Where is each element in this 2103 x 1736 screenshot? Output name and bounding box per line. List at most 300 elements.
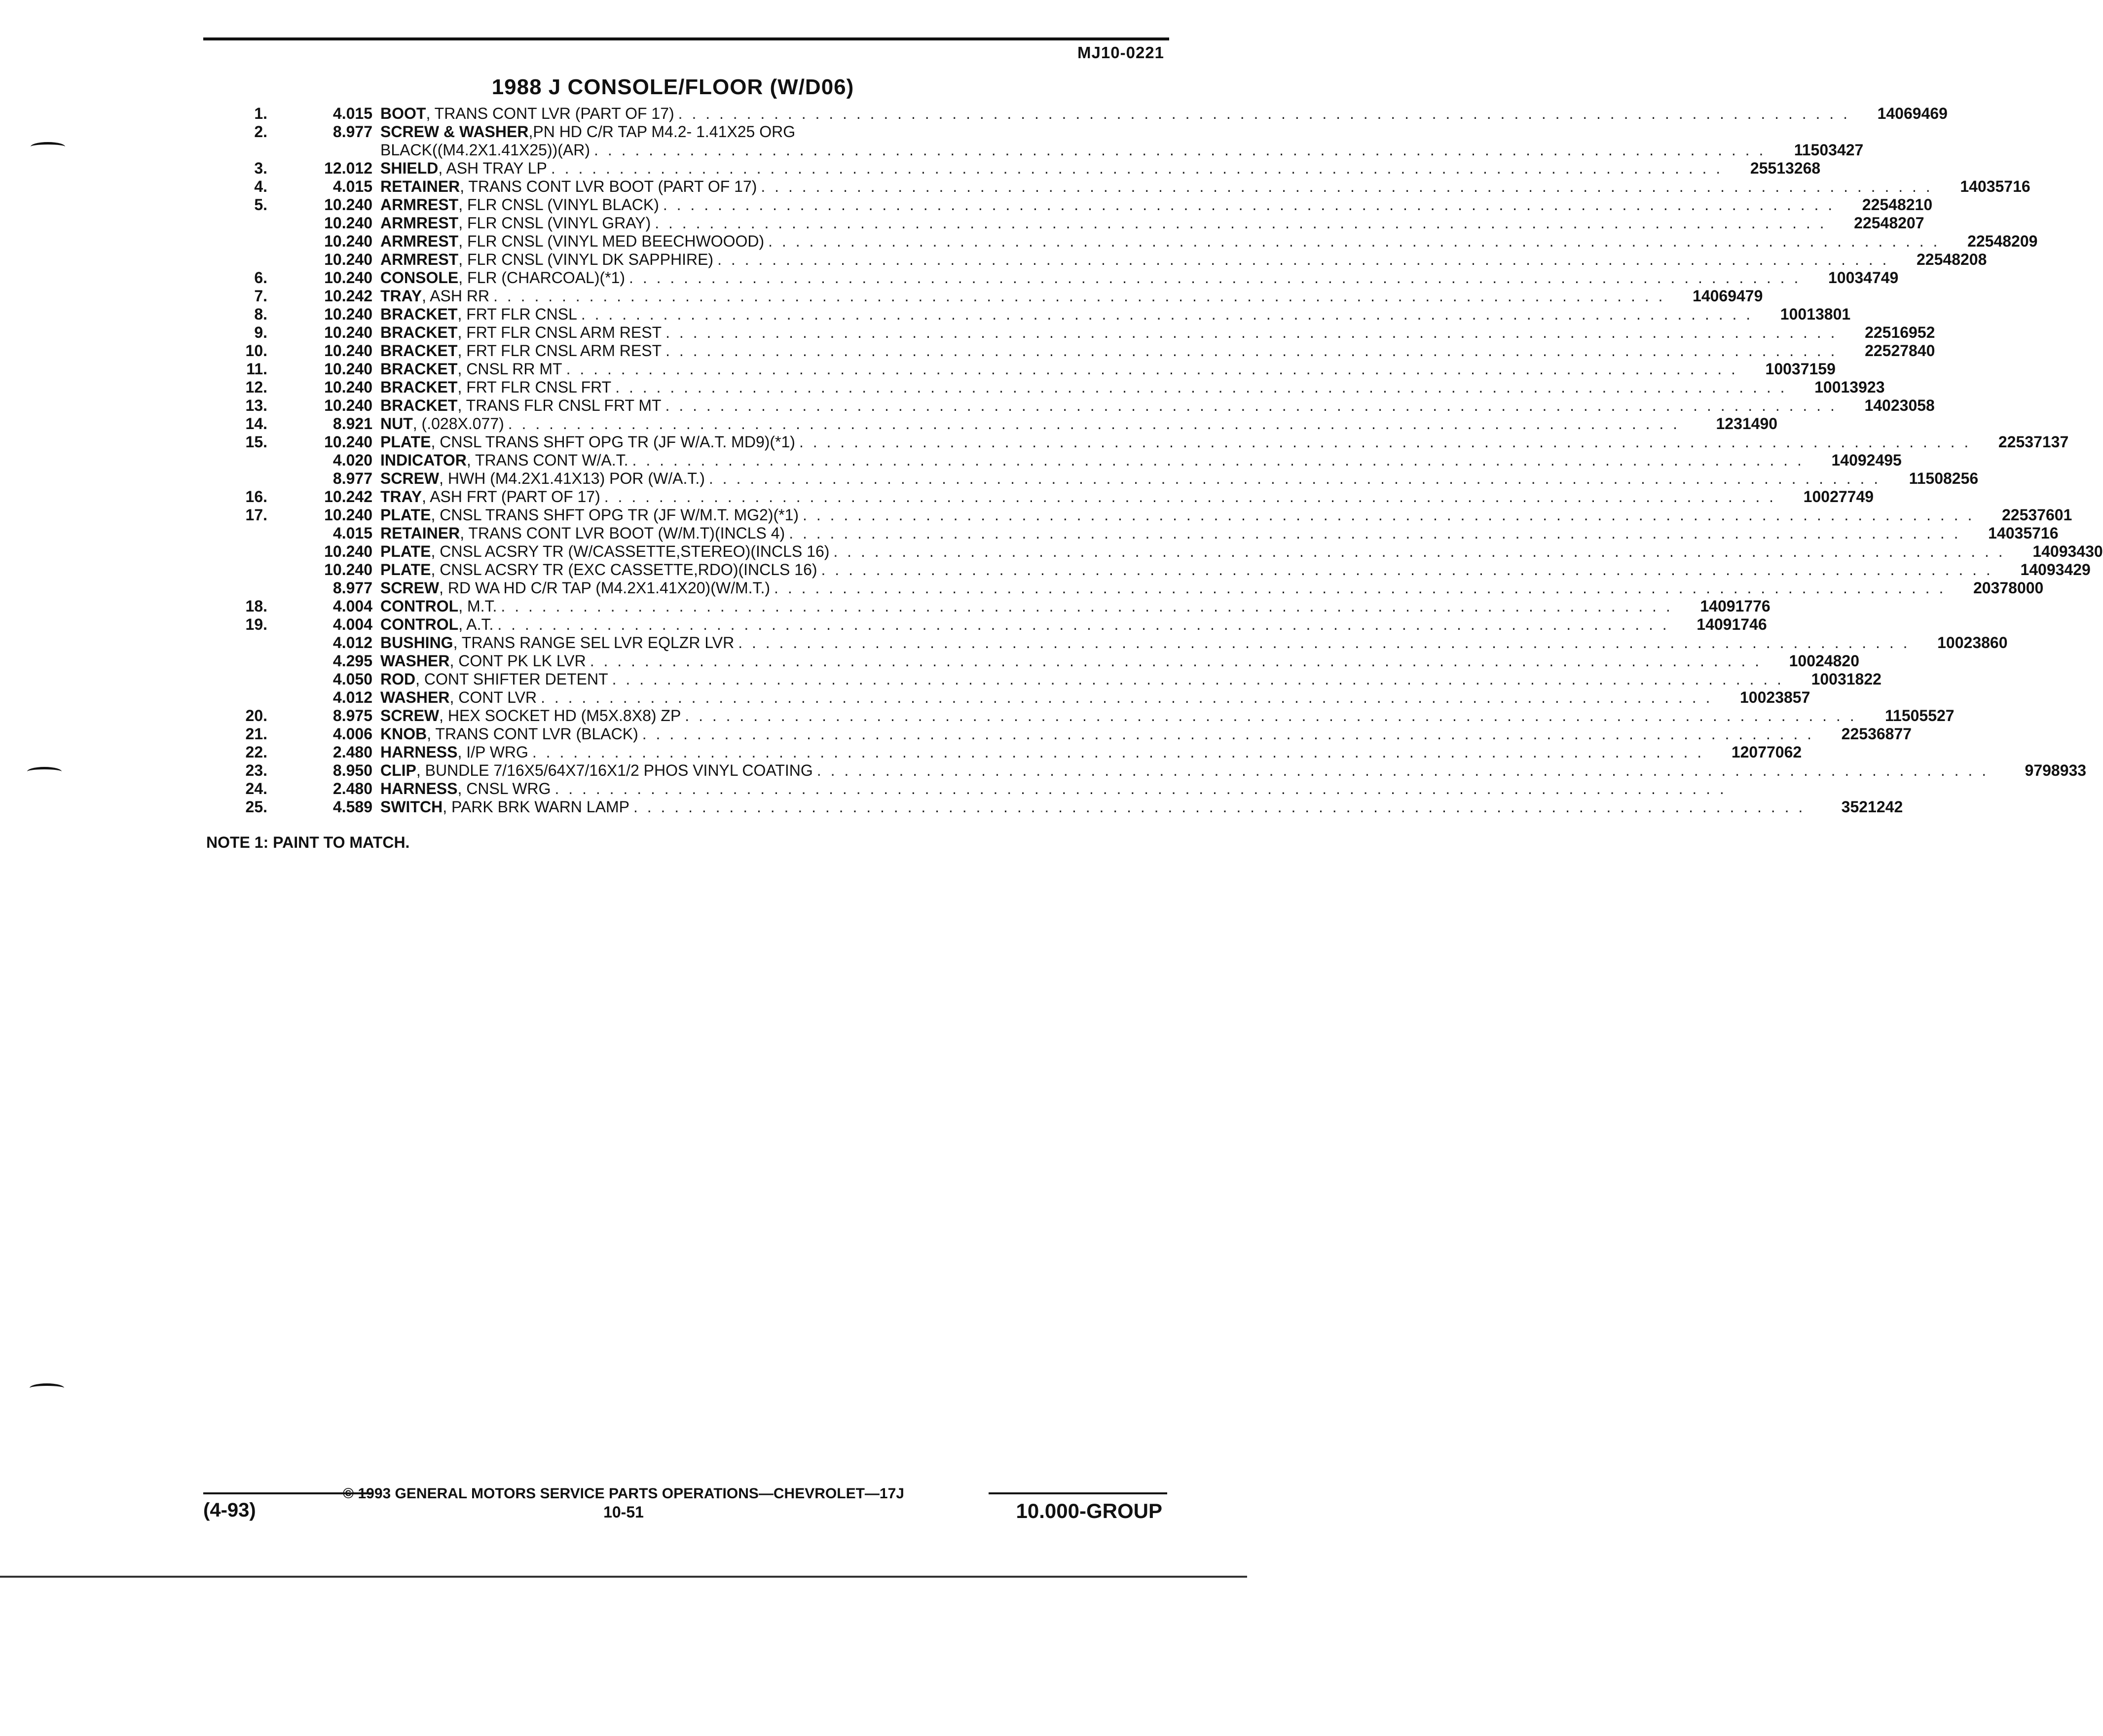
part-detail: , FLR CNSL (VINYL BLACK) [458,196,659,214]
group-number: 4.295 [332,652,372,670]
part-row [207,743,1802,761]
part-description [372,542,2103,561]
part-name: CONTROL [380,615,459,633]
leader-dots: . . . . . . . . . . . . . . . . . . . . . . . . . . . . . . . . . . . . . . . . . . . . . . . . . . . . . . . . . . . . . . . . . . . . . . . . . . . . . . . . . . . . . . [632,451,1804,469]
part-description [372,378,1885,397]
part-name: SCREW [380,707,440,724]
part-row [207,670,1882,688]
part-row [207,232,2038,251]
part-row [207,360,1836,378]
part-row [207,178,2030,196]
part-name: HARNESS [380,743,458,761]
part-description [372,579,2044,597]
part-name: KNOB [380,725,427,743]
part-description [372,251,1987,269]
item-number: 8. [254,305,267,323]
leader-dots: . . . . . . . . . . . . . . . . . . . . . . . . . . . . . . . . . . . . . . . . . . . . . . . . . . . . . . . . . . . . . . . . . . . . . . . . . . . . . . . . . . . . . . [655,214,1827,232]
part-number: 22527840 [1865,342,1935,360]
group-number: 10.240 [324,324,372,341]
part-name: RETAINER [380,178,460,195]
part-name: BRACKET [380,305,458,323]
part-name: PLATE [380,561,431,579]
part-row [207,579,2044,597]
part-detail: , FLR (CHARCOAL)(*1) [458,269,626,287]
part-detail: , TRANS CONT LVR (PART OF 17) [426,105,674,122]
item-number: 7. [254,287,267,305]
group-number: 10.240 [324,561,372,579]
leader-dots: . . . . . . . . . . . . . . . . . . . . . . . . . . . . . . . . . . . . . . . . . . . . . . . . . . . . . . . . . . . . . . . . . . . . . . . . . . . . . . . . . . . . . . [833,542,2005,560]
item-number: 23. [245,761,267,779]
part-detail: , CNSL WRG [457,780,551,797]
group-number: 4.006 [332,725,372,743]
part-number: 10037159 [1765,360,1836,378]
leader-dots: . . . . . . . . . . . . . . . . . . . . . . . . . . . . . . . . . . . . . . . . . . . . . . . . . . . . . . . . . . . . . . . . . . . . . . . . . . . . . . . . . . . . . . [566,360,1738,378]
part-number: 22536877 [1841,725,1912,743]
part-number: 22548209 [1967,232,2038,250]
part-detail: , HEX SOCKET HD (M5X.8X8) ZP [439,707,681,724]
group-number: 8.975 [332,707,372,724]
group-number: 4.015 [332,178,372,195]
document-id: MJ10-0221 [1077,43,1164,62]
group-number: 8.950 [332,761,372,779]
part-row [207,634,2008,652]
part-description [372,506,2072,524]
leader-dots: . . . . . . . . . . . . . . . . . . . . . . . . . . . . . . . . . . . . . . . . . . . . . . . . . . . . . . . . . . . . . . . . . . . . . . . . . . . . . . . . . . . . . . [774,579,1946,597]
item-number: 10. [245,342,267,360]
part-row [207,305,1851,324]
part-row [207,159,1821,178]
part-number: 14093430 [2032,542,2103,560]
leader-dots: . . . . . . . . . . . . . . . . . . . . . . . . . . . . . . . . . . . . . . . . . . . . . . . . . . . . . . . . . . . . . . . . . . . . . . . . . . . . . . . . . . . . . . [551,159,1723,177]
part-description [372,688,1810,707]
part-name: INDICATOR [380,451,467,469]
part-detail: , TRANS FLR CNSL FRT MT [457,397,662,414]
part-description [372,615,1767,634]
group-number: 10.240 [324,360,372,378]
leader-dots: . . . . . . . . . . . . . . . . . . . . . . . . . . . . . . . . . . . . . . . . . . . . . . . . . . . . . . . . . . . . . . . . . . . . . . . . . . . . . . . . . . . . . . [816,761,1989,779]
part-row [207,707,1955,725]
leader-dots: . . . . . . . . . . . . . . . . . . . . . . . . . . . . . . . . . . . . . . . . . . . . . . . . . . . . . . . . . . . . . . . . . . . . . . . . . . . . . . . . . . . . . . [685,707,1857,724]
part-number: 22537137 [1998,433,2069,451]
part-description [372,451,1902,470]
part-description [372,305,1851,324]
part-detail: , FRT FLR CNSL ARM REST [457,342,662,360]
item-number: 6. [254,269,267,287]
part-detail: ,PN HD C/R TAP M4.2- 1.41X25 ORG [528,123,796,141]
group-number: 4.012 [332,688,372,706]
part-number: 22516952 [1865,324,1935,341]
part-detail: , M.T. [458,597,497,615]
part-row [207,105,1948,123]
group-number: 4.589 [332,798,372,816]
part-detail: , FRT FLR CNSL FRT [457,378,612,396]
page-number: 10-51 [603,1503,644,1521]
item-number: 12. [245,378,267,396]
group-number: 8.921 [332,415,372,433]
part-detail: , TRANS CONT W/A.T. [466,451,628,469]
item-number: 18. [245,597,267,615]
part-description [372,214,1924,232]
part-name: NUT [380,415,413,433]
item-number: 3. [254,159,267,177]
part-number: 11503427 [1794,141,1864,159]
leader-dots: . . . . . . . . . . . . . . . . . . . . . . . . . . . . . . . . . . . . . . . . . . . . . . . . . . . . . . . . . . . . . . . . . . . . . . . . . . . . . . . . . . . . . . [497,615,1669,633]
part-description [372,707,1955,725]
item-number: 20. [245,707,267,724]
leader-dots: . . . . . . . . . . . . . . . . . . . . . . . . . . . . . . . . . . . . . . . . . . . . . . . . . . . . . . . . . . . . . . . . . . . . . . . . . . . . . . . . . . . . . . [604,488,1776,506]
leader-dots: . . . . . . . . . . . . . . . . . . . . . . . . . . . . . . . . . . . . . . . . . . . . . . . . . . . . . . . . . . . . . . . . . . . . . . . . . . . . . . . . . . . . . . [615,378,1787,396]
item-number: 24. [245,780,267,797]
part-name: TRAY [380,488,422,506]
group-number: 10.240 [324,232,372,250]
part-number: 22537601 [2001,506,2072,524]
part-row [207,269,1899,287]
leader-dots: . . . . . . . . . . . . . . . . . . . . . . . . . . . . . . . . . . . . . . . . . . . . . . . . . . . . . . . . . . . . . . . . . . . . . . . . . . . . . . . . . . . . . . [590,652,1762,670]
item-number: 16. [245,488,267,506]
group-number: 4.015 [332,524,372,542]
part-detail: , CONT SHIFTER DETENT [415,670,608,688]
part-description [372,561,2091,579]
leader-dots: . . . . . . . . . . . . . . . . . . . . . . . . . . . . . . . . . . . . . . . . . . . . . . . . . . . . . . . . . . . . . . . . . . . . . . . . . . . . . . . . . . . . . . [532,743,1704,761]
part-detail: , RD WA HD C/R TAP (M4.2X1.41X20)(W/M.T.) [439,579,771,597]
part-description [372,105,1948,123]
part-detail: , CNSL ACSRY TR (W/CASSETTE,STEREO)(INCLS 16) [431,542,830,560]
item-number: 22. [245,743,267,761]
part-number: 10034749 [1828,269,1899,287]
part-detail: , (.028X.077) [412,415,504,433]
part-number: 22548207 [1854,214,1924,232]
part-description [372,743,1802,761]
part-description [372,159,1821,178]
leader-dots: . . . . . . . . . . . . . . . . . . . . . . . . . . . . . . . . . . . . . . . . . . . . . . . . . . . . . . . . . . . . . . . . . . . . . . . . . . . . . . . . . . . . . . [581,305,1753,323]
part-number: 10023857 [1740,688,1810,706]
part-number: 14035716 [1988,524,2059,542]
part-description [372,597,1771,615]
leader-dots: . . . . . . . . . . . . . . . . . . . . . . . . . . . . . . . . . . . . . . . . . . . . . . . . . . . . . . . . . . . . . . . . . . . . . . . . . . . . . . . . . . . . . . [642,725,1814,743]
leader-dots: . . . . . . . . . . . . . . . . . . . . . . . . . . . . . . . . . . . . . . . . . . . . . . . . . . . . . . . . . . . . . . . . . . . . . . . . . . . . . . . . . . . . . . [803,506,1975,524]
part-row [207,542,2103,561]
group-number: 10.240 [324,378,372,396]
part-description [372,652,1859,670]
binder-mark-top [31,142,65,151]
part-detail: , ASH RR [422,287,490,305]
item-number: 19. [245,615,267,633]
group-number: 8.977 [332,470,372,487]
part-row [207,324,1935,342]
part-description [372,725,1912,743]
parts-list [207,105,2103,816]
revision-date: (4-93) [203,1499,256,1521]
part-description [372,433,2069,451]
part-name: WASHER [380,688,450,706]
part-row [207,688,1810,707]
part-name: SHIELD [380,159,439,177]
part-detail: , I/P WRG [457,743,528,761]
part-number: 14069469 [1877,105,1948,122]
part-row [207,397,1935,415]
part-row [207,287,1763,305]
group-number: 10.242 [324,287,372,305]
part-row [207,780,1727,798]
part-number: 3521242 [1841,798,1903,816]
group-number: 4.020 [332,451,372,469]
group-number: 2.480 [332,780,372,797]
part-name: RETAINER [380,524,460,542]
leader-dots: . . . . . . . . . . . . . . . . . . . . . . . . . . . . . . . . . . . . . . . . . . . . . . . . . . . . . . . . . . . . . . . . . . . . . . . . . . . . . . . . . . . . . . [612,670,1784,688]
item-number: 17. [245,506,267,524]
item-number: 11. [246,360,267,378]
part-detail: , TRANS CONT LVR BOOT (PART OF 17) [460,178,757,195]
part-detail: , A.T. [458,615,494,633]
part-description [372,123,1864,159]
part-name: BRACKET [380,360,458,378]
part-description [372,524,2059,542]
leader-dots: . . . . . . . . . . . . . . . . . . . . . . . . . . . . . . . . . . . . . . . . . . . . . . . . . . . . . . . . . . . . . . . . . . . . . . . . . . . . . . . . . . . . . . [594,141,1766,159]
part-number: 14023058 [1864,397,1935,414]
part-number: 10013923 [1814,378,1885,396]
group-number: 10.240 [324,397,372,414]
part-number: 14069479 [1693,287,1763,305]
part-number: 14093429 [2020,561,2091,579]
part-description [372,360,1836,378]
page-title: 1988 J CONSOLE/FLOOR (W/D06) [491,75,854,99]
item-number: 14. [245,415,267,433]
part-name: TRAY [380,287,422,305]
part-row [207,123,1864,159]
part-number: 1231490 [1716,415,1778,433]
group-number: 12.012 [324,159,372,177]
leader-dots: . . . . . . . . . . . . . . . . . . . . . . . . . . . . . . . . . . . . . . . . . . . . . . . . . . . . . . . . . . . . . . . . . . . . . . . . . . . . . . . . . . . . . . [665,342,1838,360]
part-number: 9798933 [2025,761,2087,779]
part-name: ARMREST [380,214,459,232]
part-name: ARMREST [380,196,459,214]
leader-dots: . . . . . . . . . . . . . . . . . . . . . . . . . . . . . . . . . . . . . . . . . . . . . . . . . . . . . . . . . . . . . . . . . . . . . . . . . . . . . . . . . . . . . . [738,634,1910,651]
part-detail: , CNSL ACSRY TR (EXC CASSETTE,RDO)(INCLS 16) [431,561,817,579]
part-number: 22548208 [1917,251,1987,268]
part-name: ARMREST [380,251,459,268]
part-detail: , FLR CNSL (VINYL MED BEECHWOOOD) [458,232,765,250]
part-row [207,652,1859,670]
note: NOTE 1: PAINT TO MATCH. [206,833,410,851]
group-number: 10.240 [324,251,372,268]
group-number: 10.240 [324,342,372,360]
part-description [372,342,1935,360]
leader-dots: . . . . . . . . . . . . . . . . . . . . . . . . . . . . . . . . . . . . . . . . . . . . . . . . . . . . . . . . . . . . . . . . . . . . . . . . . . . . . . . . . . . . . . [501,597,1673,615]
group-number: 4.004 [332,597,372,615]
part-row [207,798,1903,816]
item-number: 2. [254,123,267,141]
part-description [372,232,2038,251]
leader-dots: . . . . . . . . . . . . . . . . . . . . . . . . . . . . . . . . . . . . . . . . . . . . . . . . . . . . . . . . . . . . . . . . . . . . . . . . . . . . . . . . . . . . . . [508,415,1680,433]
part-row [207,214,1924,232]
part-row [207,378,1885,397]
part-description [372,178,2030,196]
group-number: 4.015 [332,105,372,122]
part-detail: , CNSL TRANS SHFT OPG TR (JF W/A.T. MD9)(*1) [431,433,795,451]
part-row [207,488,1874,506]
leader-dots: . . . . . . . . . . . . . . . . . . . . . . . . . . . . . . . . . . . . . . . . . . . . . . . . . . . . . . . . . . . . . . . . . . . . . . . . . . . . . . . . . . . . . . [799,433,1971,451]
leader-dots: . . . . . . . . . . . . . . . . . . . . . . . . . . . . . . . . . . . . . . . . . . . . . . . . . . . . . . . . . . . . . . . . . . . . . . . . . . . . . . . . . . . . . . [789,524,1961,542]
part-number: 20378000 [1973,579,2044,597]
part-detail: , PARK BRK WARN LAMP [443,798,629,816]
item-number: 1. [254,105,267,122]
part-detail: , BUNDLE 7/16X5/64X7/16X1/2 PHOS VINYL COATING [416,761,813,779]
part-number: 14092495 [1831,451,1902,469]
part-row [207,761,2087,780]
part-description [372,470,1979,488]
group-number: 10.240 [324,542,372,560]
group-number: 8.977 [332,123,372,141]
top-rule [203,37,1169,40]
part-number: 11505527 [1884,707,1955,724]
leader-dots: . . . . . . . . . . . . . . . . . . . . . . . . . . . . . . . . . . . . . . . . . . . . . . . . . . . . . . . . . . . . . . . . . . . . . . . . . . . . . . . . . . . . . . [761,178,1933,195]
group-number: 10.240 [324,269,372,287]
part-name: SCREW [380,579,440,597]
part-number: 11508256 [1909,470,1979,487]
part-row [207,251,1987,269]
part-name: SCREW [380,470,440,487]
item-number: 21. [245,725,267,743]
part-description [372,670,1882,688]
part-name: CONTROL [380,597,459,615]
part-name: CLIP [380,761,416,779]
part-name: BRACKET [380,397,458,414]
part-description [372,780,1727,798]
part-detail: , ASH TRAY LP [438,159,547,177]
part-description [372,397,1935,415]
part-detail-continued: BLACK((M4.2X1.41X25))(AR) [380,141,590,159]
part-detail: , ASH FRT (PART OF 17) [422,488,600,506]
part-row [207,561,2091,579]
group-label: 10.000-GROUP [1016,1499,1162,1522]
item-number: 4. [254,178,267,195]
group-number: 4.004 [332,615,372,633]
part-detail: , CNSL RR MT [457,360,562,378]
part-row [207,470,1979,488]
part-name: PLATE [380,506,431,524]
group-number: 2.480 [332,743,372,761]
part-detail: , CONT LVR [449,688,537,706]
part-name: HARNESS [380,780,458,797]
group-number: 10.242 [324,488,372,506]
part-description [372,196,1933,214]
part-detail: , TRANS CONT LVR (BLACK) [427,725,638,743]
part-number: 12077062 [1731,743,1802,761]
part-number: 10023860 [1937,634,2008,651]
part-number: 10024820 [1789,652,1859,670]
group-number: 8.977 [332,579,372,597]
binder-mark-middle [27,767,62,776]
group-number: 10.240 [324,214,372,232]
part-row [207,451,1902,470]
part-description [372,488,1874,506]
copyright-line: © 1993 GENERAL MOTORS SERVICE PARTS OPERATIONS—CHEVROLET—17J [343,1485,904,1502]
part-description [372,287,1763,305]
item-number: 9. [254,324,267,341]
part-name: SWITCH [380,798,443,816]
binder-mark-bottom [30,1383,64,1393]
part-name: BUSHING [380,634,453,651]
part-name: BRACKET [380,378,458,396]
leader-dots: . . . . . . . . . . . . . . . . . . . . . . . . . . . . . . . . . . . . . . . . . . . . . . . . . . . . . . . . . . . . . . . . . . . . . . . . . . . . . . . . . . . . . . [554,780,1727,797]
part-number: 10013801 [1780,305,1851,323]
part-detail: , FRT FLR CNSL [457,305,577,323]
part-row [207,415,1778,433]
part-detail: , FLR CNSL (VINYL GRAY) [458,214,651,232]
part-detail: , TRANS RANGE SEL LVR EQLZR LVR [453,634,735,651]
leader-dots: . . . . . . . . . . . . . . . . . . . . . . . . . . . . . . . . . . . . . . . . . . . . . . . . . . . . . . . . . . . . . . . . . . . . . . . . . . . . . . . . . . . . . . [717,251,1889,268]
part-name: CONSOLE [380,269,459,287]
part-detail: , FRT FLR CNSL ARM REST [457,324,662,341]
part-row [207,342,1935,360]
item-number: 15. [245,433,267,451]
part-name: WASHER [380,652,450,670]
part-name: PLATE [380,542,431,560]
part-row [207,524,2059,542]
group-number: 4.050 [332,670,372,688]
leader-dots: . . . . . . . . . . . . . . . . . . . . . . . . . . . . . . . . . . . . . . . . . . . . . . . . . . . . . . . . . . . . . . . . . . . . . . . . . . . . . . . . . . . . . . [493,287,1665,305]
part-number: 22548210 [1862,196,1933,214]
part-description [372,269,1899,287]
item-number: 5. [254,196,267,214]
item-number: 25. [245,798,267,816]
part-name: PLATE [380,433,431,451]
part-detail: , HWH (M4.2X1.41X13) POR (W/A.T.) [439,470,705,487]
part-number: 25513268 [1750,159,1821,177]
part-detail: , CONT PK LK LVR [449,652,586,670]
leader-dots: . . . . . . . . . . . . . . . . . . . . . . . . . . . . . . . . . . . . . . . . . . . . . . . . . . . . . . . . . . . . . . . . . . . . . . . . . . . . . . . . . . . . . . [629,269,1801,287]
group-number: 4.012 [332,634,372,651]
leader-dots: . . . . . . . . . . . . . . . . . . . . . . . . . . . . . . . . . . . . . . . . . . . . . . . . . . . . . . . . . . . . . . . . . . . . . . . . . . . . . . . . . . . . . . [633,798,1806,816]
part-name: BRACKET [380,342,458,360]
group-number: 10.240 [324,305,372,323]
part-detail: , TRANS CONT LVR BOOT (W/M.T)(INCLS 4) [460,524,785,542]
part-number: 10027749 [1803,488,1874,506]
part-row [207,615,1767,634]
part-row [207,506,2072,524]
part-row [207,597,1771,615]
leader-dots: . . . . . . . . . . . . . . . . . . . . . . . . . . . . . . . . . . . . . . . . . . . . . . . . . . . . . . . . . . . . . . . . . . . . . . . . . . . . . . . . . . . . . . [708,470,1881,487]
part-description [372,324,1935,342]
part-row [207,196,1933,214]
leader-dots: . . . . . . . . . . . . . . . . . . . . . . . . . . . . . . . . . . . . . . . . . . . . . . . . . . . . . . . . . . . . . . . . . . . . . . . . . . . . . . . . . . . . . . [663,196,1835,214]
part-name: ROD [380,670,416,688]
part-number: 10031822 [1811,670,1882,688]
part-row [207,725,1912,743]
leader-dots: . . . . . . . . . . . . . . . . . . . . . . . . . . . . . . . . . . . . . . . . . . . . . . . . . . . . . . . . . . . . . . . . . . . . . . . . . . . . . . . . . . . . . . [678,105,1850,122]
leader-dots: . . . . . . . . . . . . . . . . . . . . . . . . . . . . . . . . . . . . . . . . . . . . . . . . . . . . . . . . . . . . . . . . . . . . . . . . . . . . . . . . . . . . . . [665,397,1837,414]
part-number: 14035716 [1960,178,2030,195]
part-number: 14091746 [1697,615,1767,633]
leader-dots: . . . . . . . . . . . . . . . . . . . . . . . . . . . . . . . . . . . . . . . . . . . . . . . . . . . . . . . . . . . . . . . . . . . . . . . . . . . . . . . . . . . . . . [821,561,1993,579]
part-name: BOOT [380,105,426,122]
leader-dots: . . . . . . . . . . . . . . . . . . . . . . . . . . . . . . . . . . . . . . . . . . . . . . . . . . . . . . . . . . . . . . . . . . . . . . . . . . . . . . . . . . . . . . [541,688,1713,706]
part-description [372,798,1903,816]
part-description [372,415,1778,433]
group-number: 10.240 [324,506,372,524]
leader-dots: . . . . . . . . . . . . . . . . . . . . . . . . . . . . . . . . . . . . . . . . . . . . . . . . . . . . . . . . . . . . . . . . . . . . . . . . . . . . . . . . . . . . . . [768,232,1940,250]
part-name: BRACKET [380,324,458,341]
bottom-scan-rule [0,1576,1247,1578]
group-number: 10.240 [324,196,372,214]
part-description [372,761,2087,780]
part-name: SCREW & WASHER [380,123,529,141]
part-detail: , FLR CNSL (VINYL DK SAPPHIRE) [458,251,714,268]
item-number: 13. [245,397,267,414]
part-row [207,433,2069,451]
part-number: 14091776 [1700,597,1771,615]
part-name: ARMREST [380,232,459,250]
